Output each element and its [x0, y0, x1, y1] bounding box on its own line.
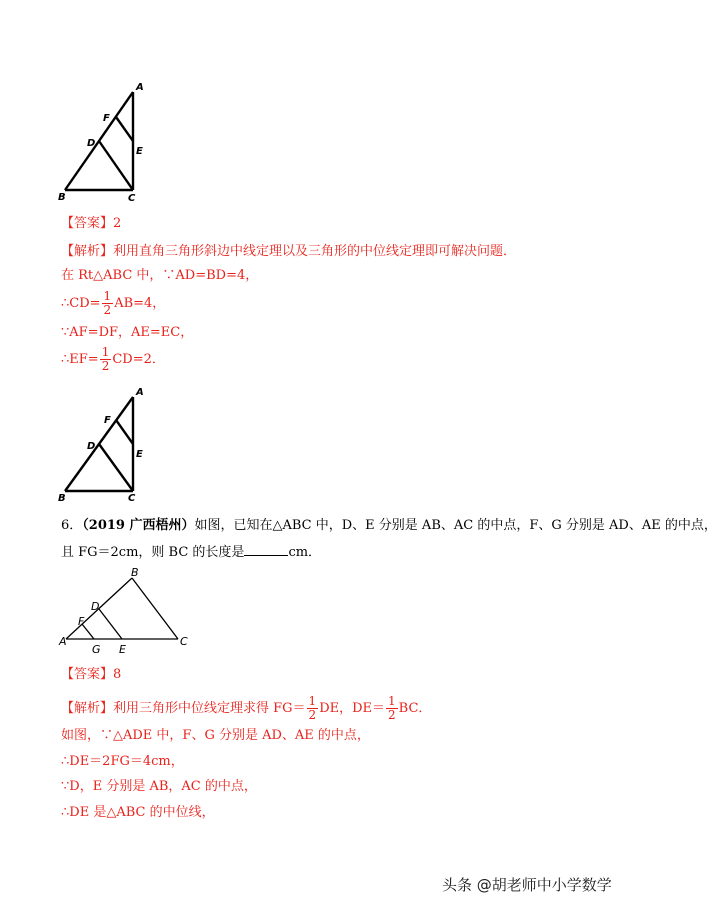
label-C: C — [128, 493, 136, 504]
analysis-2-prefix: 【解析】利用三角形中位线定理求得 FG＝ — [61, 701, 306, 716]
analysis-2-suffix: BC． — [398, 701, 432, 716]
figure-1-right-triangle — [56, 80, 156, 204]
fraction-half: $\frac{1}{2}$ — [308, 694, 317, 722]
analysis-2-line-3: ∵D，E 分别是 AB，AC 的中点， — [61, 779, 257, 794]
label-F: F — [103, 113, 110, 124]
label-B: B — [58, 493, 66, 504]
analysis-1-intro: 【解析】利用直角三角形斜边中线定理以及三角形的中位线定理即可解决问题． — [61, 244, 517, 259]
answer-2: 【答案】8 — [61, 667, 122, 682]
question-6-line-1 — [61, 518, 717, 534]
fraction-half: $\frac{1}{2}$ — [101, 345, 110, 373]
question-6-line-2 — [61, 543, 321, 561]
label-D: D — [87, 138, 96, 149]
line-2-prefix: ∴CD= — [61, 296, 101, 311]
fraction-half: $\frac{1}{2}$ — [388, 694, 396, 722]
label-A: A — [136, 387, 144, 398]
fraction-half: $\frac{1}{2}$ — [103, 289, 112, 317]
question-source: （2019 广西梧州） — [82, 518, 195, 533]
label-B: B — [58, 192, 66, 203]
analysis-2-middle: DE，DE＝ — [319, 701, 386, 716]
label-D: D — [91, 600, 100, 613]
label-A: A — [59, 635, 67, 648]
analysis-2-intro — [61, 695, 431, 722]
label-E: E — [119, 643, 126, 656]
answer-blank[interactable] — [244, 543, 288, 556]
analysis-1-line-2 — [61, 290, 165, 317]
question-text-2: 且 FG＝2cm，则 BC 的长度是 — [61, 545, 245, 560]
label-E: E — [136, 146, 143, 157]
figure-3-triangle-midlines — [56, 565, 196, 657]
label-F: F — [78, 615, 85, 628]
figure-2-right-triangle — [56, 383, 156, 507]
label-E: E — [136, 449, 143, 460]
label-C: C — [128, 193, 136, 204]
line-2-suffix: AB=4， — [114, 296, 166, 311]
label-C: C — [180, 635, 188, 648]
label-A: A — [136, 82, 144, 93]
analysis-1-line-1: 在 Rt△ABC 中，∵AD=BD=4， — [61, 268, 259, 283]
line-4-prefix: ∴EF= — [61, 352, 99, 367]
analysis-2-line-2: ∴DE＝2FG＝4cm， — [61, 754, 184, 769]
label-G: G — [92, 643, 101, 656]
answer-1: 【答案】2 — [61, 216, 122, 231]
question-unit: cm． — [288, 545, 322, 560]
label-F: F — [104, 415, 111, 426]
question-text: 如图，已知在△ABC 中，D、E 分别是 AB、AC 的中点，F、G 分别是 AD、AE 的中点， — [194, 518, 717, 533]
analysis-2-line-1: 如图，∵△ADE 中，F、G 分别是 AD、AE 的中点， — [61, 728, 370, 743]
question-number: 6． — [61, 518, 83, 533]
line-4-suffix: CD=2． — [112, 352, 165, 367]
label-B: B — [131, 566, 139, 579]
analysis-1-line-4 — [61, 346, 165, 373]
label-D: D — [87, 441, 96, 452]
analysis-2-line-4: ∴DE 是△ABC 的中位线， — [61, 805, 215, 820]
analysis-1-line-3: ∵AF=DF，AE=EC， — [61, 325, 194, 340]
watermark: 头条 @胡老师中小学数学 — [442, 876, 612, 894]
